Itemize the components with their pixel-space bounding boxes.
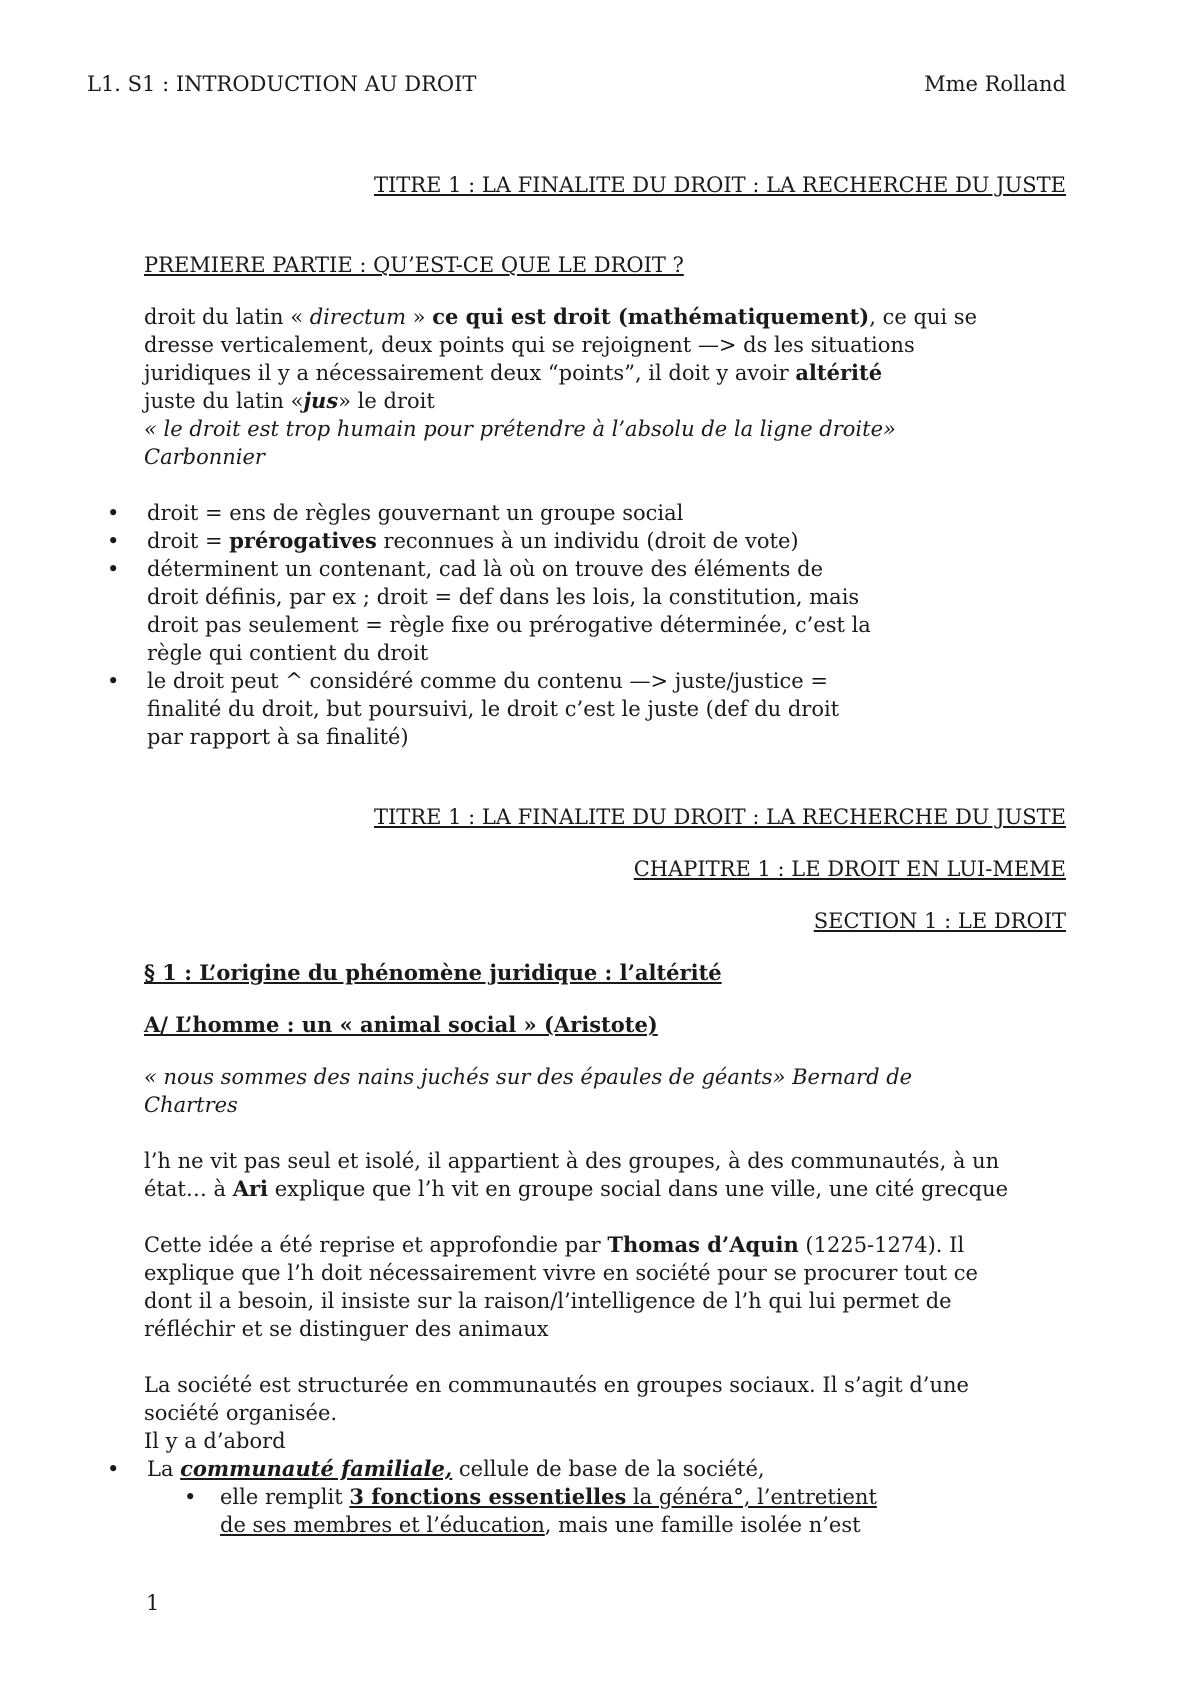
community-list — [144, 1455, 1066, 1539]
body-paragraph: Cette idée a été reprise et approfondie par Thomas d’Aquin (1225-1274). Il explique que l’h doit nécessairement vivre en société pour se procurer tout ce dont il a besoin, il insiste sur la raison/l’intelligence de l’h qui lui permet de réfléchir et se distinguer des animaux — [144, 1232, 978, 1341]
carbonnier-quote: « le droit est trop humain pour prétendre à l’absolu de la ligne droite» — [144, 417, 896, 441]
list-item: • le droit peut ^ considéré comme du contenu —> juste/justice = finalité du droit, but poursuivi, le droit c’est le juste (def du droit par rapport à sa finalité) — [0, 667, 1066, 751]
list-item: • droit = ens de règles gouvernant un groupe social — [0, 499, 1066, 527]
page-number: 1 — [146, 1591, 160, 1615]
list-item: • déterminent un contenant, cad là où on trouve des éléments de droit définis, par ex ; droit = def dans les lois, la constitution, mais droit pas seulement = règle fixe ou prérogative déterminée, c’est la règle qui contient du droit — [0, 555, 1066, 667]
body-paragraph: l’h ne vit pas seul et isolé, il appartient à des groupes, à des communautés, à un état… à Ari explique que l’h vit en groupe social dans une ville, une cité grecque — [144, 1149, 1009, 1201]
title-heading: TITRE 1 : LA FINALITE DU DROIT : LA RECHERCHE DU JUSTE — [373, 173, 1066, 197]
title-heading-repeat: TITRE 1 : LA FINALITE DU DROIT : LA RECHERCHE DU JUSTE — [373, 805, 1066, 829]
intro-paragraph: droit du latin « directum » ce qui est droit (mathématiquement), ce qui se dresse verticalement, deux points qui se rejoignent —> ds les situations juridiques il y a nécessairement deux “points”, il doit y avoir altérité juste du latin «jus» le droit « le droit est trop humain pour prétendre à l’absolu de la ligne droite» Carbonnier — [144, 304, 978, 469]
chapter-heading: CHAPITRE 1 : LE DROIT EN LUI-MEME — [633, 857, 1066, 881]
list-item: • elle remplit 3 fonctions essentielles la généra°, l’entretient de ses membres et l’éducation, mais une famille isolée n’est — [0, 1483, 1066, 1539]
paragraph-heading: § 1 : L’origine du phénomène juridique : l’altérité — [144, 960, 722, 985]
section-heading: SECTION 1 : LE DROIT — [813, 909, 1066, 933]
list-item: • droit = prérogatives reconnues à un individu (droit de vote) — [0, 527, 1066, 555]
part-heading: PREMIERE PARTIE : QU’EST-CE QUE LE DROIT ? — [144, 253, 684, 277]
list-item: • La communauté familiale, cellule de base de la société, — [0, 1455, 1066, 1483]
header-course-title: L1. S1 : INTRODUCTION AU DROIT — [87, 72, 477, 96]
quote-author: Carbonnier — [144, 445, 265, 469]
chartres-quote: « nous sommes des nains juchés sur des épaules de géants» Bernard de Chartres — [144, 1065, 913, 1117]
document-body — [144, 171, 1066, 1539]
body-paragraph: La société est structurée en communautés en groupes sociaux. Il s’agit d’une société organisée. Il y a d’abord — [144, 1373, 969, 1453]
subsection-heading: A/ L’homme : un « animal social » (Aristote) — [144, 1012, 658, 1037]
definition-list — [144, 499, 1066, 751]
header-teacher-name: Mme Rolland — [924, 72, 1066, 96]
